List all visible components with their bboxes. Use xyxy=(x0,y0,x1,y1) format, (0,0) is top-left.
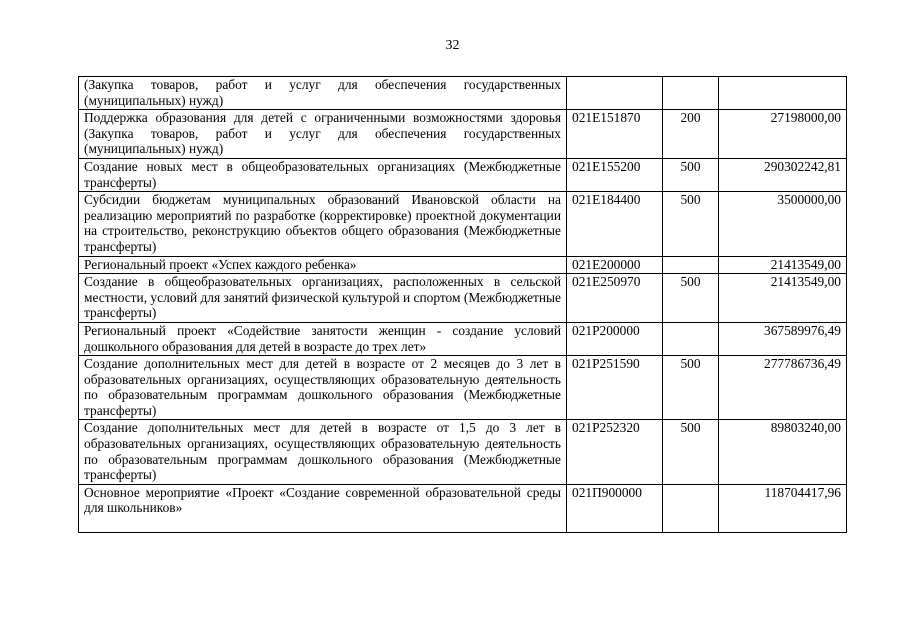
amount-cell: 89803240,00 xyxy=(719,420,847,484)
amount-cell: 3500000,00 xyxy=(719,192,847,256)
table-row xyxy=(79,192,847,256)
target-code-cell: 021P252320 xyxy=(567,420,663,484)
amount-cell: 118704417,96 xyxy=(719,484,847,532)
item-name-cell: Поддержка образования для детей с ограниченными возможностями здоровья (Закупка товаров, работ и услуг для обеспечения государственных (муниципальных) нужд) xyxy=(79,110,567,159)
amount-cell: 21413549,00 xyxy=(719,274,847,323)
item-name-cell: Субсидии бюджетам муниципальных образований Ивановской области на реализацию мероприятий по разработке (корректировке) проектной документации на строительство, реконструкцию объектов общего образования (Межбюджетные трансферты) xyxy=(79,192,567,256)
table-row xyxy=(79,274,847,323)
amount-cell: 367589976,49 xyxy=(719,322,847,355)
item-name-cell: Создание дополнительных мест для детей в возрасте от 1,5 до 3 лет в образовательных организациях, осуществляющих образовательную деятельность по образовательным программам дошкольного образования (Межбюджетные трансферты) xyxy=(79,420,567,484)
target-code-cell: 021E200000 xyxy=(567,256,663,274)
amount-cell: 290302242,81 xyxy=(719,158,847,191)
table-row xyxy=(79,322,847,355)
expense-type-cell: 500 xyxy=(663,158,719,191)
expense-type-cell xyxy=(663,256,719,274)
expense-type-cell: 200 xyxy=(663,110,719,159)
target-code-cell: 021E250970 xyxy=(567,274,663,323)
expense-type-cell: 500 xyxy=(663,274,719,323)
item-name-cell: (Закупка товаров, работ и услуг для обеспечения государственных (муниципальных) нужд) xyxy=(79,77,567,110)
item-name-cell: Региональный проект «Успех каждого ребенка» xyxy=(79,256,567,274)
target-code-cell: 021E151870 xyxy=(567,110,663,159)
target-code-cell: 021E184400 xyxy=(567,192,663,256)
expense-type-cell: 500 xyxy=(663,192,719,256)
budget-table xyxy=(78,76,847,533)
item-name-cell: Создание дополнительных мест для детей в возрасте от 2 месяцев до 3 лет в образовательных организациях, осуществляющих образовательную деятельность по образовательным программам дошкольного образования (Межбюджетные трансферты) xyxy=(79,356,567,420)
page-number: 32 xyxy=(445,38,460,53)
item-name-cell: Создание в общеобразовательных организациях, расположенных в сельской местности, условий для занятий физической культурой и спортом (Межбюджетные трансферты) xyxy=(79,274,567,323)
item-name-cell: Создание новых мест в общеобразовательных организациях (Межбюджетные трансферты) xyxy=(79,158,567,191)
expense-type-cell xyxy=(663,77,719,110)
table-row xyxy=(79,158,847,191)
table-row xyxy=(79,256,847,274)
item-name-cell: Основное мероприятие «Проект «Создание современной образовательной среды для школьников» xyxy=(79,484,567,532)
expense-type-cell: 500 xyxy=(663,356,719,420)
amount-cell xyxy=(719,77,847,110)
table-row xyxy=(79,77,847,110)
expense-type-cell xyxy=(663,322,719,355)
table-row xyxy=(79,110,847,159)
expense-type-cell xyxy=(663,484,719,532)
expense-type-cell: 500 xyxy=(663,420,719,484)
target-code-cell: 021P251590 xyxy=(567,356,663,420)
target-code-cell: 021E155200 xyxy=(567,158,663,191)
amount-cell: 27198000,00 xyxy=(719,110,847,159)
item-name-cell: Региональный проект «Содействие занятости женщин - создание условий дошкольного образования для детей в возрасте до трех лет» xyxy=(79,322,567,355)
target-code-cell: 021П900000 xyxy=(567,484,663,532)
table-row xyxy=(79,420,847,484)
target-code-cell: 021P200000 xyxy=(567,322,663,355)
amount-cell: 277786736,49 xyxy=(719,356,847,420)
table-row xyxy=(79,484,847,532)
amount-cell: 21413549,00 xyxy=(719,256,847,274)
table-row xyxy=(79,356,847,420)
target-code-cell xyxy=(567,77,663,110)
